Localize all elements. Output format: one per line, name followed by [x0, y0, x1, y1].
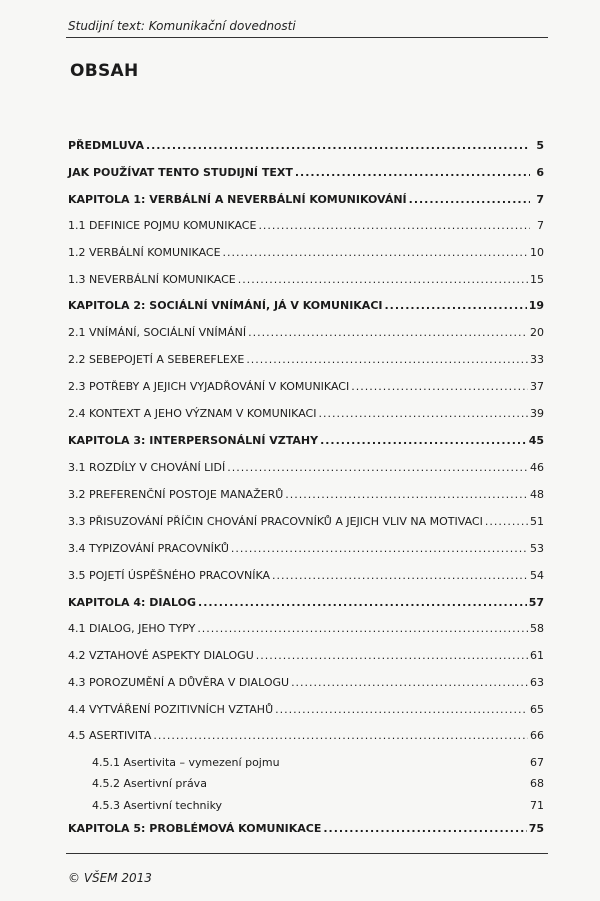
toc-entry-page: 54 [530, 569, 544, 582]
toc-dot-leader [285, 488, 528, 501]
toc-entry [68, 729, 544, 742]
toc-entry [68, 273, 544, 286]
toc-dot-leader [385, 299, 527, 312]
toc-entry-label: 1.2 VERBÁLNÍ KOMUNIKACE [68, 246, 221, 259]
toc-dot-leader [153, 729, 528, 742]
toc-entry [68, 353, 544, 366]
toc-entry [68, 193, 544, 206]
toc-entry [68, 596, 544, 609]
toc-entry-page: 67 [530, 756, 544, 769]
toc-dot-leader [248, 326, 528, 339]
toc-entry-label: 3.1 ROZDÍLY V CHOVÁNÍ LIDÍ [68, 461, 226, 474]
toc-dot-leader [246, 353, 528, 366]
toc-dot-leader [275, 703, 528, 716]
toc-entry [68, 515, 544, 528]
toc-entry-page: 39 [530, 407, 544, 420]
toc-entry [68, 434, 544, 447]
toc-dot-leader [295, 166, 530, 179]
toc-dot-leader [320, 434, 527, 447]
toc-entry-label: 2.1 VNÍMÁNÍ, SOCIÁLNÍ VNÍMÁNÍ [68, 326, 247, 339]
toc-entry [68, 407, 544, 420]
toc-entry-label: KAPITOLA 2: SOCIÁLNÍ VNÍMÁNÍ, JÁ V KOMUNIKACI [68, 299, 383, 312]
toc-dot-leader [231, 542, 528, 555]
toc-entry-label: 4.1 DIALOG, JEHO TYPY [68, 622, 196, 635]
toc-entry [92, 756, 544, 769]
toc-dot-leader [318, 407, 528, 420]
toc-dot-leader [223, 246, 528, 259]
toc-entry-page: 20 [530, 326, 544, 339]
toc-entry-page: 5 [536, 139, 544, 152]
toc-entry-page: 66 [530, 729, 544, 742]
toc-entry [68, 299, 544, 312]
toc-entry-label: 2.3 POTŘEBY A JEJICH VYJADŘOVÁNÍ V KOMUNIKACI [68, 380, 350, 393]
toc-entry-page: 68 [530, 777, 544, 790]
toc-dot-leader [272, 569, 528, 582]
toc-dot-leader [198, 596, 527, 609]
toc-entry-label: JAK POUŽÍVAT TENTO STUDIJNÍ TEXT [68, 166, 293, 179]
toc-dot-leader [146, 139, 530, 152]
toc-entry [68, 139, 544, 152]
toc-entry-label: 3.3 PŘISUZOVÁNÍ PŘÍČIN CHOVÁNÍ PRACOVNÍKŮ A JEJICH VLIV NA MOTIVACI [68, 515, 483, 528]
toc-entry-page: 7 [537, 219, 544, 232]
toc-entry-label: 2.4 KONTEXT A JEHO VÝZNAM V KOMUNIKACI [68, 407, 317, 420]
toc-dot-leader [409, 193, 530, 206]
toc-entry-label: 4.5 ASERTIVITA [68, 729, 152, 742]
toc-entry-page: 10 [530, 246, 544, 259]
toc-title: OBSAH [70, 61, 139, 81]
toc-entry-label: 4.3 POROZUMĚNÍ A DŮVĚRA V DIALOGU [68, 676, 290, 689]
toc-entry-page: 53 [530, 542, 544, 555]
toc-entry [92, 777, 544, 790]
toc-entry [68, 676, 544, 689]
toc-dot-leader [485, 515, 528, 528]
toc-entry [68, 488, 544, 501]
toc-entry [68, 569, 544, 582]
toc-entry [68, 380, 544, 393]
toc-entry [68, 461, 544, 474]
toc-entry-label: KAPITOLA 1: VERBÁLNÍ A NEVERBÁLNÍ KOMUNIKOVÁNÍ [68, 193, 407, 206]
toc-entry-label: KAPITOLA 3: INTERPERSONÁLNÍ VZTAHY [68, 434, 319, 447]
toc-entry [68, 219, 544, 232]
toc-entry [68, 542, 544, 555]
toc-entry-page: 6 [536, 166, 544, 179]
toc-dot-leader [227, 461, 528, 474]
toc-entry [68, 326, 544, 339]
toc-entry-label: KAPITOLA 4: DIALOG [68, 596, 197, 609]
toc-dot-leader [258, 219, 530, 232]
toc-entry-label: 4.5.1 Asertivita – vymezení pojmu [92, 756, 280, 769]
toc-entry [68, 166, 544, 179]
toc-entry-label: 4.2 VZTAHOVÉ ASPEKTY DIALOGU [68, 649, 254, 662]
toc-dot-leader [197, 622, 528, 635]
toc-entry-page: 51 [530, 515, 544, 528]
toc-entry-page: 46 [530, 461, 544, 474]
toc-entry [68, 622, 544, 635]
toc-entry-page: 63 [530, 676, 544, 689]
toc-entry [68, 822, 544, 835]
toc-entry-label: 3.5 POJETÍ ÚSPĚŠNÉHO PRACOVNÍKA [68, 569, 270, 582]
toc-entry-page: 48 [530, 488, 544, 501]
toc-entry-page: 7 [536, 193, 544, 206]
toc-dot-leader [351, 380, 528, 393]
toc-entry-label: 3.2 PREFERENČNÍ POSTOJE MANAŽERŮ [68, 488, 284, 501]
toc-entry-page: 65 [530, 703, 544, 716]
toc-entry-label: 1.1 DEFINICE POJMU KOMUNIKACE [68, 219, 257, 232]
toc-entry-label: 1.3 NEVERBÁLNÍ KOMUNIKACE [68, 273, 236, 286]
toc-entry-label: 3.4 TYPIZOVÁNÍ PRACOVNÍKŮ [68, 542, 229, 555]
header-divider [66, 37, 548, 38]
toc-entry-label: 4.5.3 Asertivní techniky [92, 799, 223, 812]
toc-dot-leader [323, 822, 526, 835]
toc-entry-page: 71 [530, 799, 544, 812]
toc-dot-leader [291, 676, 528, 689]
toc-entry-label: PŘEDMLUVA [68, 139, 144, 152]
toc-entry-page: 75 [528, 822, 544, 835]
running-header: Studijní text: Komunikační dovednosti [68, 19, 296, 33]
toc-entry-label: 2.2 SEBEPOJETÍ A SEBEREFLEXE [68, 353, 245, 366]
toc-entry-page: 37 [530, 380, 544, 393]
toc-entry [68, 649, 544, 662]
toc-entry-page: 45 [528, 434, 544, 447]
toc-entry-label: KAPITOLA 5: PROBLÉMOVÁ KOMUNIKACE [68, 822, 322, 835]
footer-divider [66, 853, 548, 854]
toc-entry-page: 33 [530, 353, 544, 366]
toc-entry-label: 4.5.2 Asertivní práva [92, 777, 207, 790]
toc-entry-page: 57 [528, 596, 544, 609]
toc-dot-leader [238, 273, 528, 286]
toc-entry [68, 703, 544, 716]
toc-dot-leader [256, 649, 528, 662]
toc-entry-page: 15 [530, 273, 544, 286]
footer-copyright: © VŠEM 2013 [68, 871, 152, 885]
toc-entry [68, 246, 544, 259]
toc-entry-page: 58 [530, 622, 544, 635]
toc-entry-page: 61 [530, 649, 544, 662]
toc-entry [92, 799, 544, 812]
toc-entry-label: 4.4 VYTVÁŘENÍ POZITIVNÍCH VZTAHŮ [68, 703, 274, 716]
toc-entry-page: 19 [528, 299, 544, 312]
